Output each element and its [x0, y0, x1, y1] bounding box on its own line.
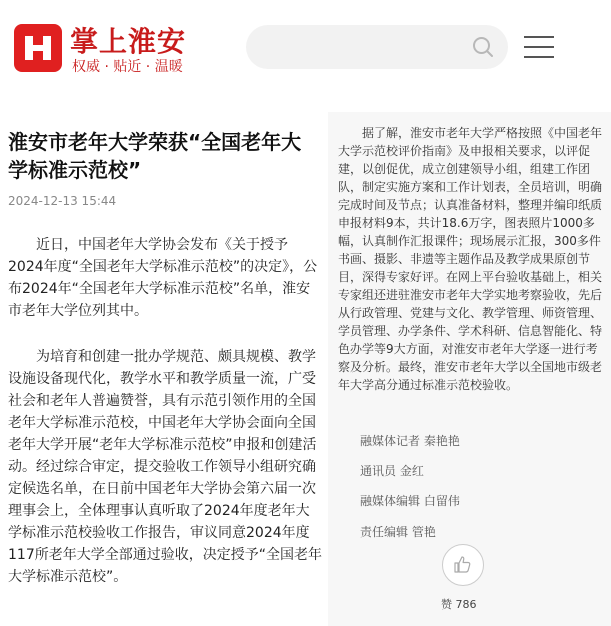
credit-editor: 融媒体编辑 白留伟 — [360, 494, 460, 508]
menu-bar — [524, 46, 554, 48]
article-paragraph: 为培育和创建一批办学规范、颇具规模、教学设施设备现代化，教学水平和教学质量一流，广受社会和老年人普遍赞誉，具有示范引领作用的全国老年大学标准示范校，中国老年大学协会面向全国老年大学开展“老年大学标准示范校”申报和创建活动。经过综合审定，提交验收工作领导小组研究确定候选名单，在日前中国老年大学协会第六届一次理事会上，全体理事认真听取了2024年度老年大学标准示范校验收工作报告，审议同意2024年度117所老年大学全部通过验收，决定授予“全国老年大学标准示范校”。 — [8, 349, 322, 585]
article-paragraph: 近日，中国老年大学协会发布《关于授予2024年度“全国老年大学标准示范校”的决定》，公布2024年“全国老年大学标准示范校”名单，淮安市老年大学位列其中。 — [8, 237, 318, 319]
brand-slogan: 权威 · 贴近 · 温暖 — [72, 59, 183, 75]
article-main — [0, 112, 328, 626]
logo-mark-left — [25, 36, 33, 60]
credit-correspondent: 通讯员 金红 — [360, 464, 424, 478]
logo-mark-right — [43, 36, 51, 60]
credit-chief-editor: 责任编辑 管艳 — [360, 525, 436, 539]
brand-title: 掌上淮安 — [70, 25, 187, 58]
credit-reporter: 融媒体记者 秦艳艳 — [360, 434, 460, 448]
hamburger-menu-icon[interactable] — [524, 36, 554, 58]
article-title: 淮安市老年大学荣获“全国老年大学标准示范校” — [8, 130, 302, 182]
article-continued — [328, 112, 611, 626]
search-input[interactable] — [246, 25, 508, 69]
like-button[interactable] — [442, 544, 484, 586]
thumbs-up-icon — [453, 554, 473, 574]
article-date: 2024-12-13 15:44 — [8, 194, 117, 208]
logo-mark-middle — [33, 45, 43, 51]
huaian-logo-icon[interactable] — [14, 24, 62, 72]
search-icon[interactable] — [472, 36, 494, 58]
menu-bar — [524, 56, 554, 58]
like-count: 赞 786 — [441, 598, 477, 611]
article-paragraph-continued: 据了解，淮安市老年大学严格按照《中国老年大学示范校评价指南》及申报相关要求，以评促建，以创促优，成立创建领导小组，组建工作团队，制定实施方案和工作计划表，全员培训，明确完成时间及节点；认真准备材料，整理并编印纸质申报材料9本，共计18.6万字，图表照片1000多幅，认真制作汇报课件；现场展示汇报，300多件书画、摄影、非遗等主题作品及教学成果原创节目，深得专家好评。在网上平台验收基础上，相关专家组还进驻淮安市老年大学实地考察验收，先后从行政管理、党建与文化、教学管理、师资管理、学员管理、办学条件、学术科研、信息智能化、特色办学等9大方面，对淮安市老年大学逐一进行考察及分析。最终，淮安市老年大学以全国地市级老年大学高分通过标准示范校验收。 — [338, 126, 603, 392]
app-header — [0, 0, 611, 96]
menu-bar — [524, 36, 554, 38]
